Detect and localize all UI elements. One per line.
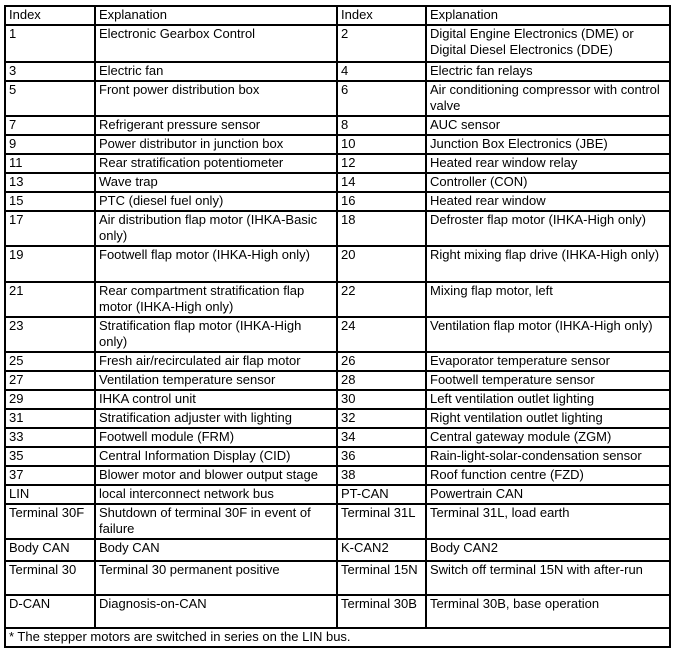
- index-cell: 35: [5, 447, 95, 466]
- explanation-cell: Footwell module (FRM): [95, 428, 337, 447]
- table-row: [5, 485, 670, 504]
- index-cell: 6: [337, 81, 426, 116]
- explanation-cell: Evaporator temperature sensor: [426, 352, 670, 371]
- index-cell: 26: [337, 352, 426, 371]
- table-row: [5, 447, 670, 466]
- index-cell: 32: [337, 409, 426, 428]
- table-row: [5, 595, 670, 628]
- explanation-cell: local interconnect network bus: [95, 485, 337, 504]
- explanation-cell: Diagnosis-on-CAN: [95, 595, 337, 628]
- index-cell: Terminal 30B: [337, 595, 426, 628]
- explanation-cell: Defroster flap motor (IHKA-High only): [426, 211, 670, 246]
- explanation-cell: Front power distribution box: [95, 81, 337, 116]
- explanation-cell: Ventilation temperature sensor: [95, 371, 337, 390]
- explanation-cell: Body CAN2: [426, 539, 670, 561]
- index-cell: D-CAN: [5, 595, 95, 628]
- table-row: [5, 371, 670, 390]
- index-cell: 12: [337, 154, 426, 173]
- index-cell: 14: [337, 173, 426, 192]
- index-cell: 23: [5, 317, 95, 352]
- index-cell: PT-CAN: [337, 485, 426, 504]
- index-cell: K-CAN2: [337, 539, 426, 561]
- index-explanation-table: [4, 5, 671, 648]
- explanation-cell: Left ventilation outlet lighting: [426, 390, 670, 409]
- explanation-cell: Right mixing flap drive (IHKA-High only): [426, 246, 670, 282]
- explanation-cell: Powertrain CAN: [426, 485, 670, 504]
- index-cell: 34: [337, 428, 426, 447]
- table-row: [5, 390, 670, 409]
- footnote-row: [5, 628, 670, 647]
- table-row: [5, 246, 670, 282]
- table-header: [5, 6, 670, 25]
- explanation-cell: Refrigerant pressure sensor: [95, 116, 337, 135]
- explanation-cell: Switch off terminal 15N with after-run: [426, 561, 670, 595]
- index-cell: 13: [5, 173, 95, 192]
- explanation-cell: Rain-light-solar-condensation sensor: [426, 447, 670, 466]
- explanation-cell: Footwell temperature sensor: [426, 371, 670, 390]
- explanation-cell: Central Information Display (CID): [95, 447, 337, 466]
- index-cell: 5: [5, 81, 95, 116]
- index-cell: 1: [5, 25, 95, 62]
- table-body: [5, 25, 670, 628]
- explanation-cell: Wave trap: [95, 173, 337, 192]
- explanation-cell: Controller (CON): [426, 173, 670, 192]
- index-cell: 18: [337, 211, 426, 246]
- table-row: [5, 409, 670, 428]
- explanation-cell: Terminal 31L, load earth: [426, 504, 670, 539]
- index-cell: 11: [5, 154, 95, 173]
- explanation-cell: Terminal 30 permanent positive: [95, 561, 337, 595]
- explanation-cell: Air distribution flap motor (IHKA-Basic only): [95, 211, 337, 246]
- explanation-cell: Mixing flap motor, left: [426, 282, 670, 317]
- table-row: [5, 116, 670, 135]
- explanation-cell: Digital Engine Electronics (DME) or Digital Diesel Electronics (DDE): [426, 25, 670, 62]
- explanation-cell: IHKA control unit: [95, 390, 337, 409]
- explanation-cell: Air conditioning compressor with control valve: [426, 81, 670, 116]
- index-cell: 37: [5, 466, 95, 485]
- index-cell: 8: [337, 116, 426, 135]
- index-cell: 24: [337, 317, 426, 352]
- index-cell: 3: [5, 62, 95, 81]
- explanation-cell: Rear compartment stratification flap motor (IHKA-High only): [95, 282, 337, 317]
- index-cell: 27: [5, 371, 95, 390]
- index-cell: Terminal 30F: [5, 504, 95, 539]
- table-row: [5, 539, 670, 561]
- explanation-cell: Blower motor and blower output stage: [95, 466, 337, 485]
- explanation-cell: Electric fan: [95, 62, 337, 81]
- explanation-cell: Stratification adjuster with lighting: [95, 409, 337, 428]
- footnote-cell: * The stepper motors are switched in series on the LIN bus.: [5, 628, 670, 647]
- table-footer: [5, 628, 670, 647]
- explanation-cell: Rear stratification potentiometer: [95, 154, 337, 173]
- header-index-left: Index: [5, 6, 95, 25]
- index-cell: 30: [337, 390, 426, 409]
- table-row: [5, 62, 670, 81]
- table-row: [5, 154, 670, 173]
- table-row: [5, 211, 670, 246]
- index-cell: 22: [337, 282, 426, 317]
- header-explanation-left: Explanation: [95, 6, 337, 25]
- index-cell: Terminal 15N: [337, 561, 426, 595]
- explanation-cell: Central gateway module (ZGM): [426, 428, 670, 447]
- explanation-cell: AUC sensor: [426, 116, 670, 135]
- explanation-cell: Body CAN: [95, 539, 337, 561]
- table-row: [5, 428, 670, 447]
- explanation-cell: Right ventilation outlet lighting: [426, 409, 670, 428]
- explanation-cell: Electronic Gearbox Control: [95, 25, 337, 62]
- table-row: [5, 352, 670, 371]
- table-row: [5, 173, 670, 192]
- index-cell: 31: [5, 409, 95, 428]
- table-row: [5, 135, 670, 154]
- table-row: [5, 561, 670, 595]
- index-cell: 16: [337, 192, 426, 211]
- index-cell: 4: [337, 62, 426, 81]
- explanation-cell: Electric fan relays: [426, 62, 670, 81]
- table-row: [5, 317, 670, 352]
- index-cell: LIN: [5, 485, 95, 504]
- table-row: [5, 192, 670, 211]
- explanation-cell: Junction Box Electronics (JBE): [426, 135, 670, 154]
- index-cell: 21: [5, 282, 95, 317]
- header-index-right: Index: [337, 6, 426, 25]
- index-cell: 20: [337, 246, 426, 282]
- index-cell: 17: [5, 211, 95, 246]
- header-explanation-right: Explanation: [426, 6, 670, 25]
- explanation-cell: PTC (diesel fuel only): [95, 192, 337, 211]
- index-cell: 15: [5, 192, 95, 211]
- index-cell: 29: [5, 390, 95, 409]
- index-cell: 7: [5, 116, 95, 135]
- explanation-cell: Power distributor in junction box: [95, 135, 337, 154]
- index-cell: 28: [337, 371, 426, 390]
- table-row: [5, 81, 670, 116]
- index-cell: Body CAN: [5, 539, 95, 561]
- explanation-cell: Roof function centre (FZD): [426, 466, 670, 485]
- explanation-cell: Shutdown of terminal 30F in event of failure: [95, 504, 337, 539]
- table-row: [5, 504, 670, 539]
- explanation-cell: Terminal 30B, base operation: [426, 595, 670, 628]
- header-row: [5, 6, 670, 25]
- explanation-cell: Heated rear window relay: [426, 154, 670, 173]
- index-cell: 33: [5, 428, 95, 447]
- explanation-cell: Stratification flap motor (IHKA-High only): [95, 317, 337, 352]
- index-cell: Terminal 31L: [337, 504, 426, 539]
- index-cell: 2: [337, 25, 426, 62]
- table-row: [5, 466, 670, 485]
- index-cell: 10: [337, 135, 426, 154]
- index-cell: 9: [5, 135, 95, 154]
- index-cell: Terminal 30: [5, 561, 95, 595]
- index-cell: 25: [5, 352, 95, 371]
- explanation-cell: Ventilation flap motor (IHKA-High only): [426, 317, 670, 352]
- explanation-cell: Footwell flap motor (IHKA-High only): [95, 246, 337, 282]
- index-cell: 19: [5, 246, 95, 282]
- index-cell: 36: [337, 447, 426, 466]
- index-cell: 38: [337, 466, 426, 485]
- explanation-cell: Fresh air/recirculated air flap motor: [95, 352, 337, 371]
- table-row: [5, 25, 670, 62]
- explanation-cell: Heated rear window: [426, 192, 670, 211]
- table-row: [5, 282, 670, 317]
